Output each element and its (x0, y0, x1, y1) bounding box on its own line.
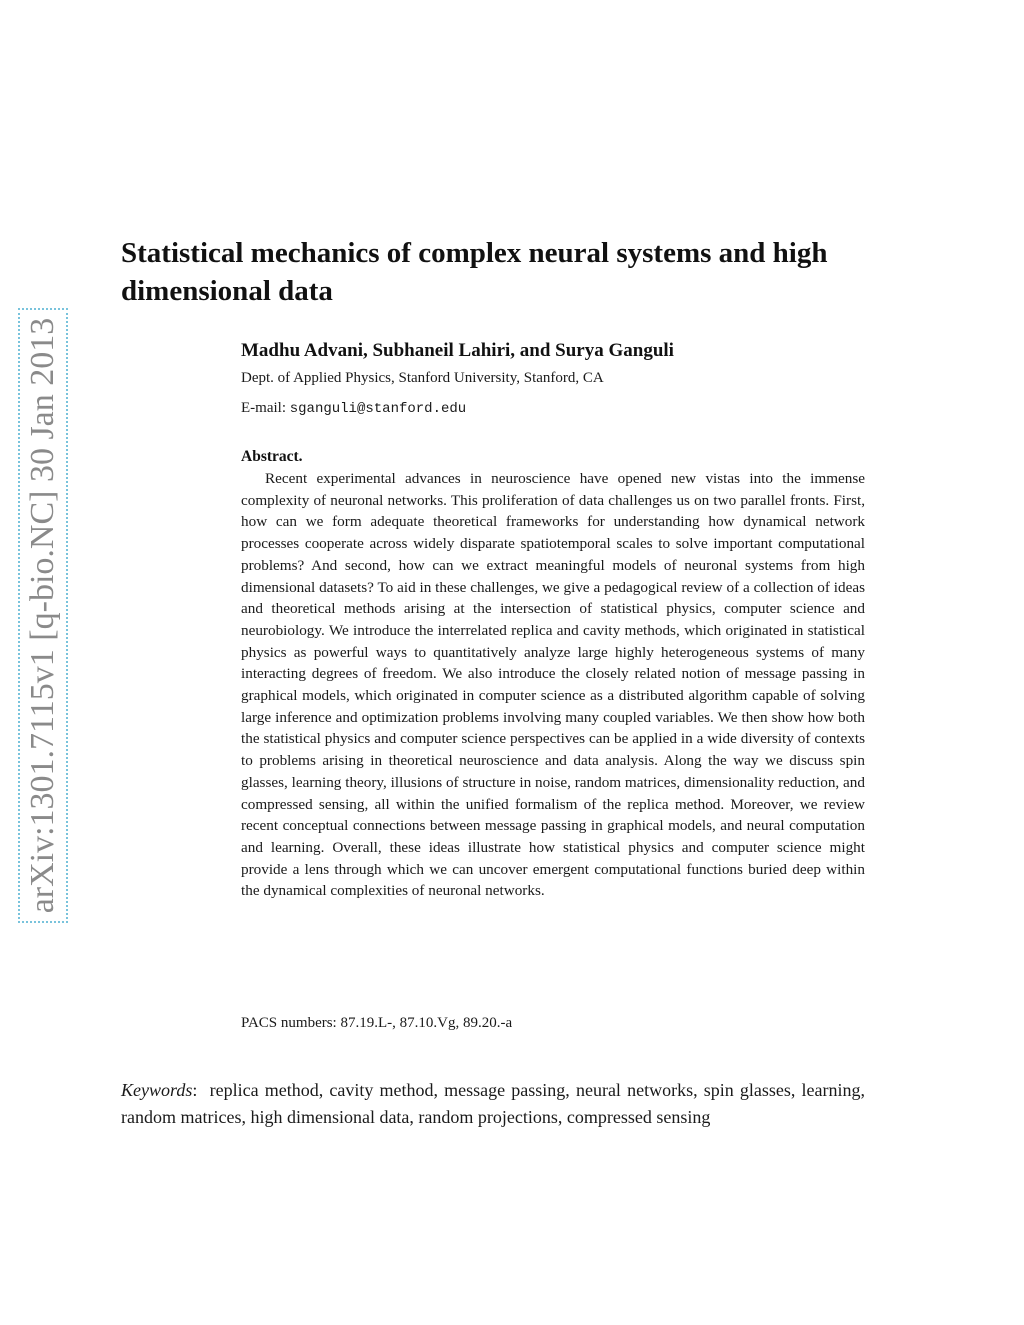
keywords-list: replica method, cavity method, message passing, neural networks, spin glasses, learning, random matrices, high dimensional data, random projections, compressed sensing (121, 1080, 865, 1127)
keywords-label: Keywords (121, 1080, 193, 1100)
author-list: Madhu Advani, Subhaneil Lahiri, and Surya Ganguli (241, 340, 674, 361)
pacs-numbers: PACS numbers: 87.19.L-, 87.10.Vg, 89.20.-a (241, 1015, 513, 1031)
email-line (241, 400, 466, 417)
email-address: sganguli@stanford.edu (289, 401, 467, 417)
abstract-heading: Abstract. (241, 448, 303, 465)
keywords: Keywords: replica method, cavity method, message passing, neural networks, spin glasses, learning, random matrices, high dimensional data, random projections, compressed sensing (121, 1080, 865, 1127)
affiliation: Dept. of Applied Physics, Stanford University, Stanford, CA (241, 370, 604, 386)
abstract-text: Recent experimental advances in neuroscience have opened new vistas into the immense complexity of neuronal networks. This proliferation of data challenges us on two parallel fronts. First, how can we form adequate theoretical frameworks for understanding how dynamical network processes cooperate across widely disparate spatiotemporal scales to solve important computational problems? And second, how can we extract meaningful models of neuronal systems from high dimensional datasets? To aid in these challenges, we give a pedagogical review of a collection of ideas and theoretical methods arising at the intersection of statistical physics, computer science and neurobiology. We introduce the interrelated replica and cavity methods, which originated in statistical physics as powerful ways to quantitatively analyze large highly heterogeneous systems of many interacting degrees of freedom. We also introduce the closely related notion of message passing in graphical models, which originated in computer science as a distributed algorithm capable of solving large inference and optimization problems involving many coupled variables. We then show how both the statistical physics and computer science perspectives can be applied in a wide diversity of contexts to problems arising in theoretical neuroscience and data analysis. Along the way we discuss spin glasses, learning theory, illusions of structure in noise, random matrices, dimensionality reduction, and compressed sensing, all within the unified formalism of the replica method. Moreover, we review recent conceptual connections between message passing in graphical models, and neural computation and learning. Overall, these ideas illustrate how statistical physics and computer science might provide a lens through which we can uncover emergent computational functions buried deep within the dynamical complexities of neuronal networks. (241, 470, 865, 900)
arxiv-stamp-text: arXiv:1301.7115v1 [q-bio.NC] 30 Jan 2013 (24, 317, 61, 914)
arxiv-stamp (18, 308, 68, 923)
email-label: E-mail: (241, 400, 286, 416)
paper-title: Statistical mechanics of complex neural systems and high dimensional data (121, 237, 828, 307)
